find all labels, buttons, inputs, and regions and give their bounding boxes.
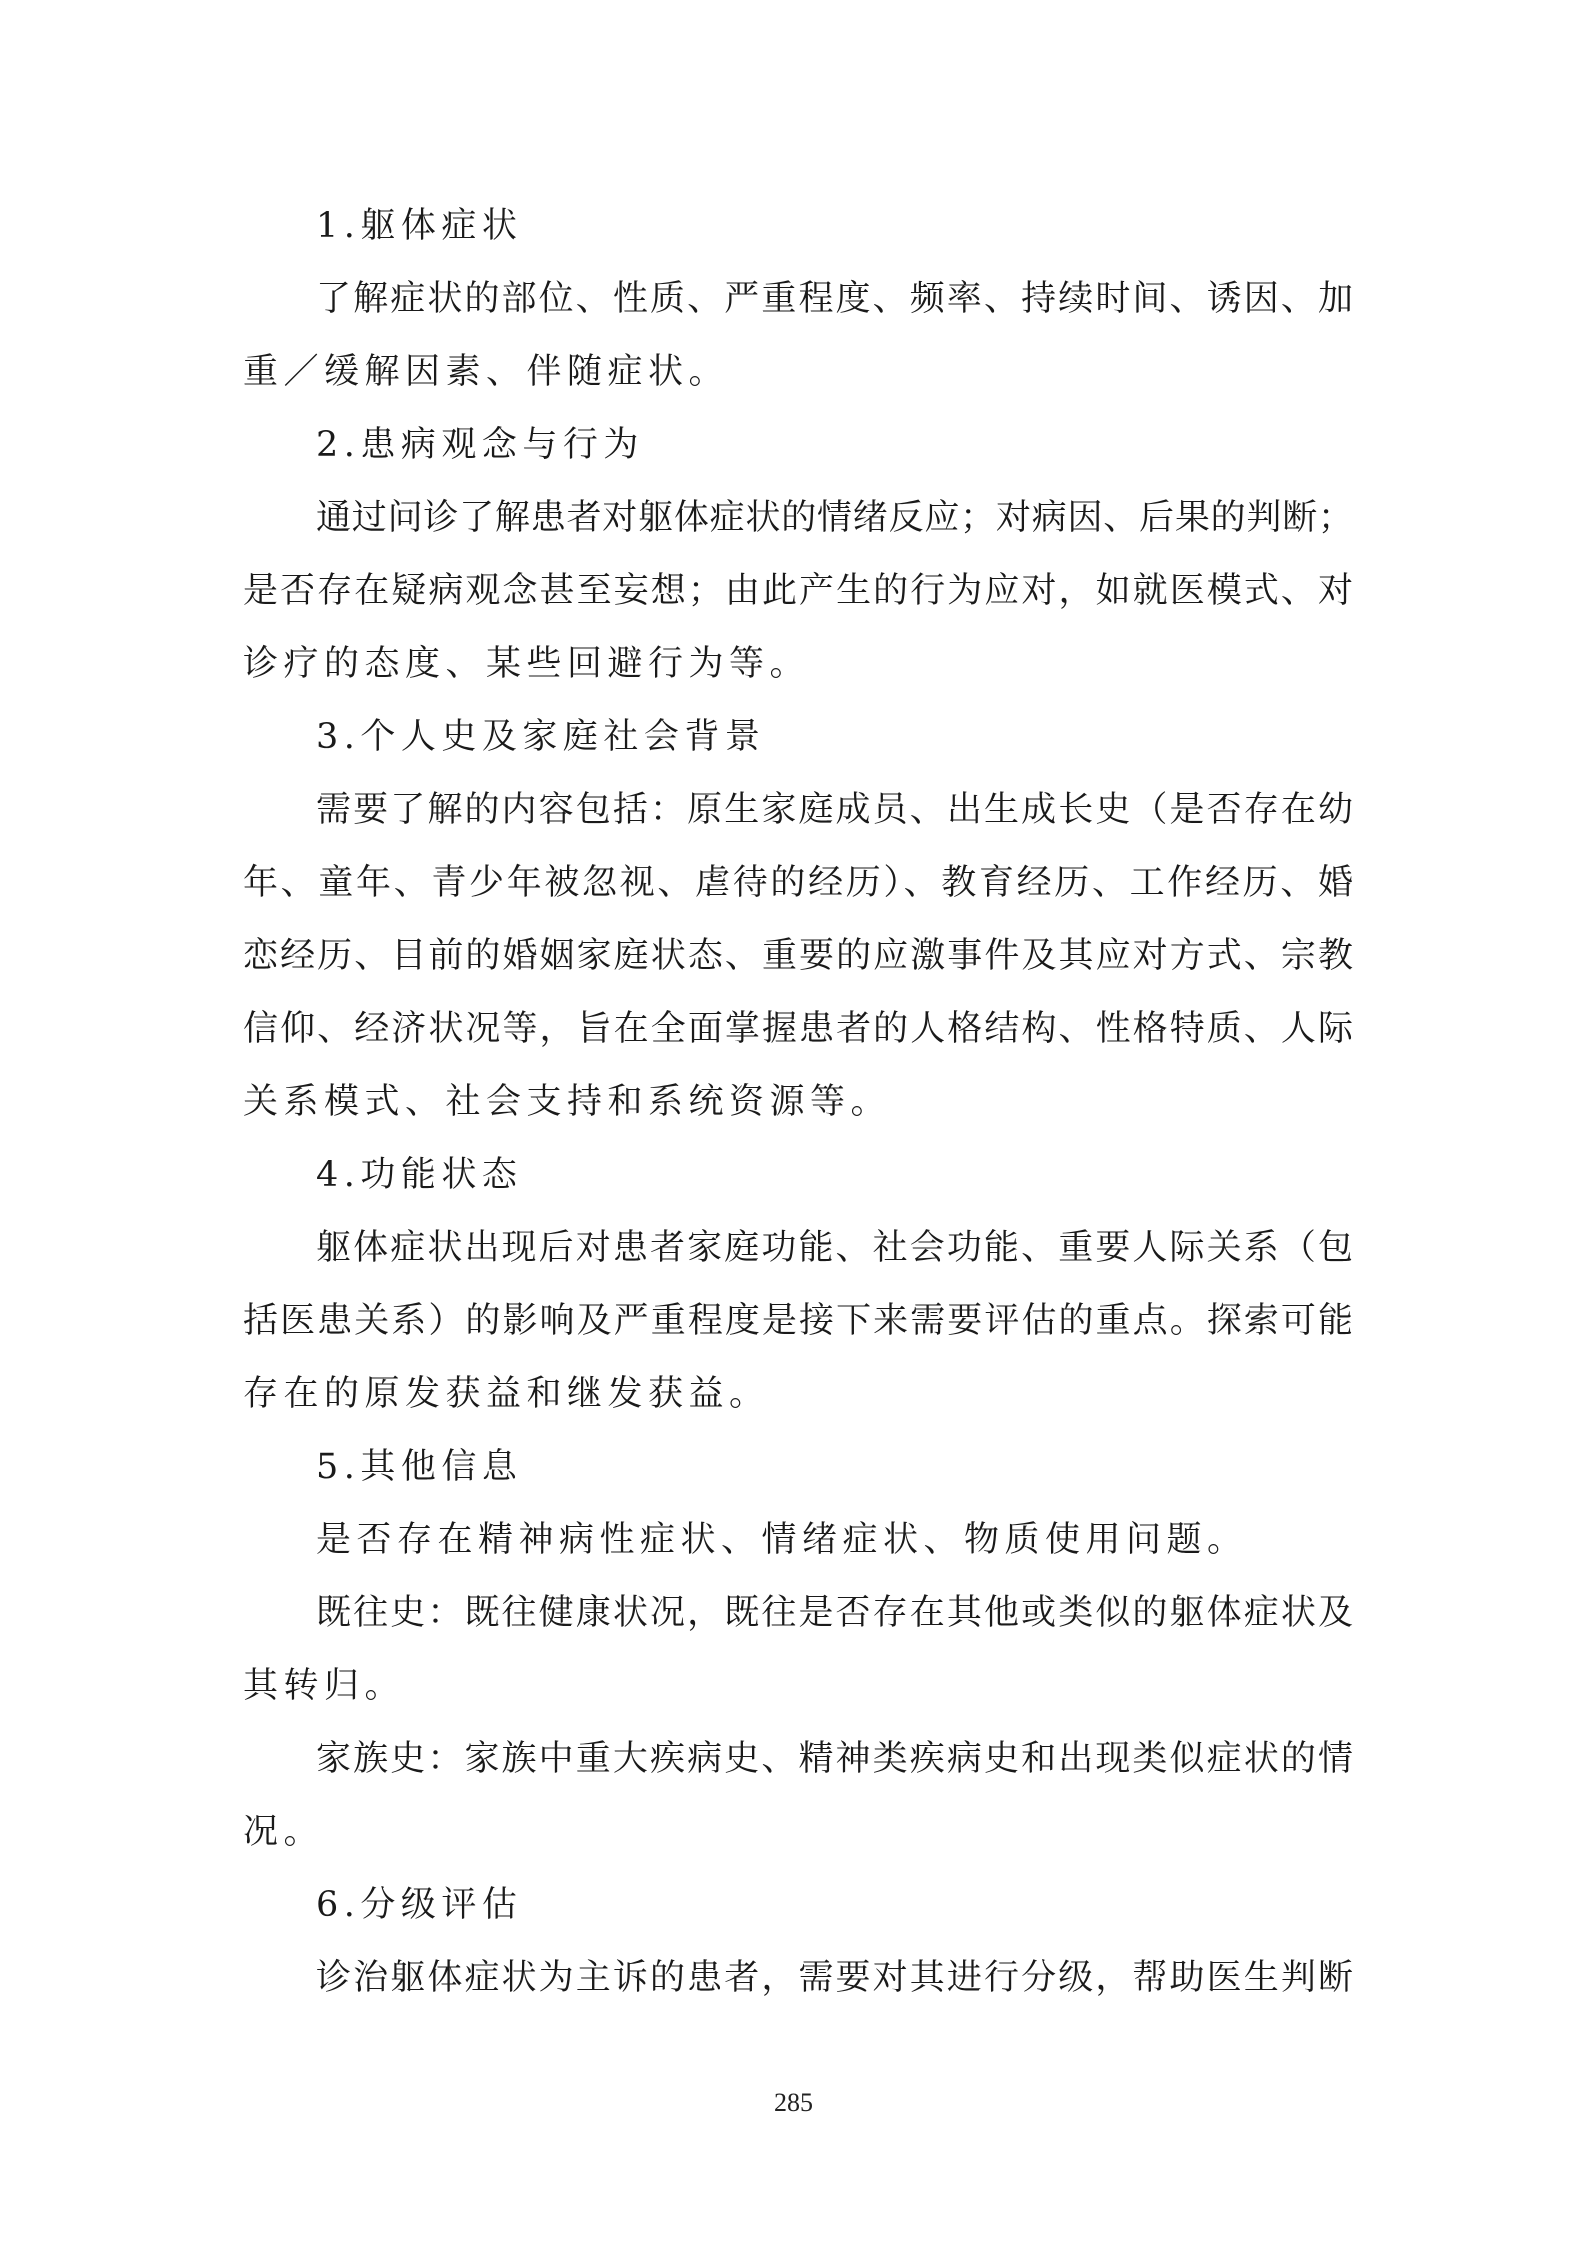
- section-heading-4: 4.功能状态: [316, 1155, 523, 1195]
- paragraph-line: 存在的原发获益和继发获益。: [243, 1374, 770, 1414]
- section-heading-5: 5.其他信息: [316, 1447, 523, 1487]
- paragraph-line: 年、童年、青少年被忽视、虐待的经历）、教育经历、工作经历、婚: [243, 863, 1353, 903]
- section-heading-6: 6.分级评估: [316, 1885, 523, 1925]
- paragraph-line: 信仰、经济状况等，旨在全面掌握患者的人格结构、性格特质、人际: [243, 1009, 1353, 1049]
- paragraph-line: 家族史：家族中重大疾病史、精神类疾病史和出现类似症状的情: [316, 1739, 1353, 1779]
- paragraph-line: 是否存在疑病观念甚至妄想；由此产生的行为应对，如就医模式、对: [243, 571, 1353, 611]
- paragraph-line: 需要了解的内容包括：原生家庭成员、出生成长史（是否存在幼: [316, 790, 1353, 830]
- page-body: [243, 190, 1353, 2015]
- paragraph-line: 诊疗的态度、某些回避行为等。: [243, 644, 811, 684]
- paragraph-line: 既往史：既往健康状况，既往是否存在其他或类似的躯体症状及: [316, 1593, 1353, 1633]
- paragraph-line: 诊治躯体症状为主诉的患者，需要对其进行分级，帮助医生判断: [316, 1958, 1353, 1998]
- paragraph-line: 了解症状的部位、性质、严重程度、频率、持续时间、诱因、加: [316, 279, 1353, 319]
- paragraph-line: 通过问诊了解患者对躯体症状的情绪反应；对病因、后果的判断；: [316, 498, 1353, 538]
- paragraph-line: 恋经历、目前的婚姻家庭状态、重要的应激事件及其应对方式、宗教: [243, 936, 1353, 976]
- paragraph-line: 重／缓解因素、伴随症状。: [243, 352, 730, 392]
- paragraph-line: 括医患关系）的影响及严重程度是接下来需要评估的重点。探索可能: [243, 1301, 1353, 1341]
- paragraph-line: 是否存在精神病性症状、情绪症状、物质使用问题。: [316, 1520, 1248, 1560]
- section-heading-2: 2.患病观念与行为: [316, 425, 644, 465]
- page-number: 285: [774, 2088, 813, 2117]
- paragraph-line: 况。: [243, 1812, 325, 1852]
- paragraph-line: 关系模式、社会支持和系统资源等。: [243, 1082, 892, 1122]
- paragraph-line: 躯体症状出现后对患者家庭功能、社会功能、重要人际关系（包: [316, 1228, 1353, 1268]
- paragraph-line: 其转归。: [243, 1666, 406, 1706]
- section-heading-3: 3.个人史及家庭社会背景: [316, 717, 766, 757]
- section-heading-1: 1.躯体症状: [316, 206, 523, 246]
